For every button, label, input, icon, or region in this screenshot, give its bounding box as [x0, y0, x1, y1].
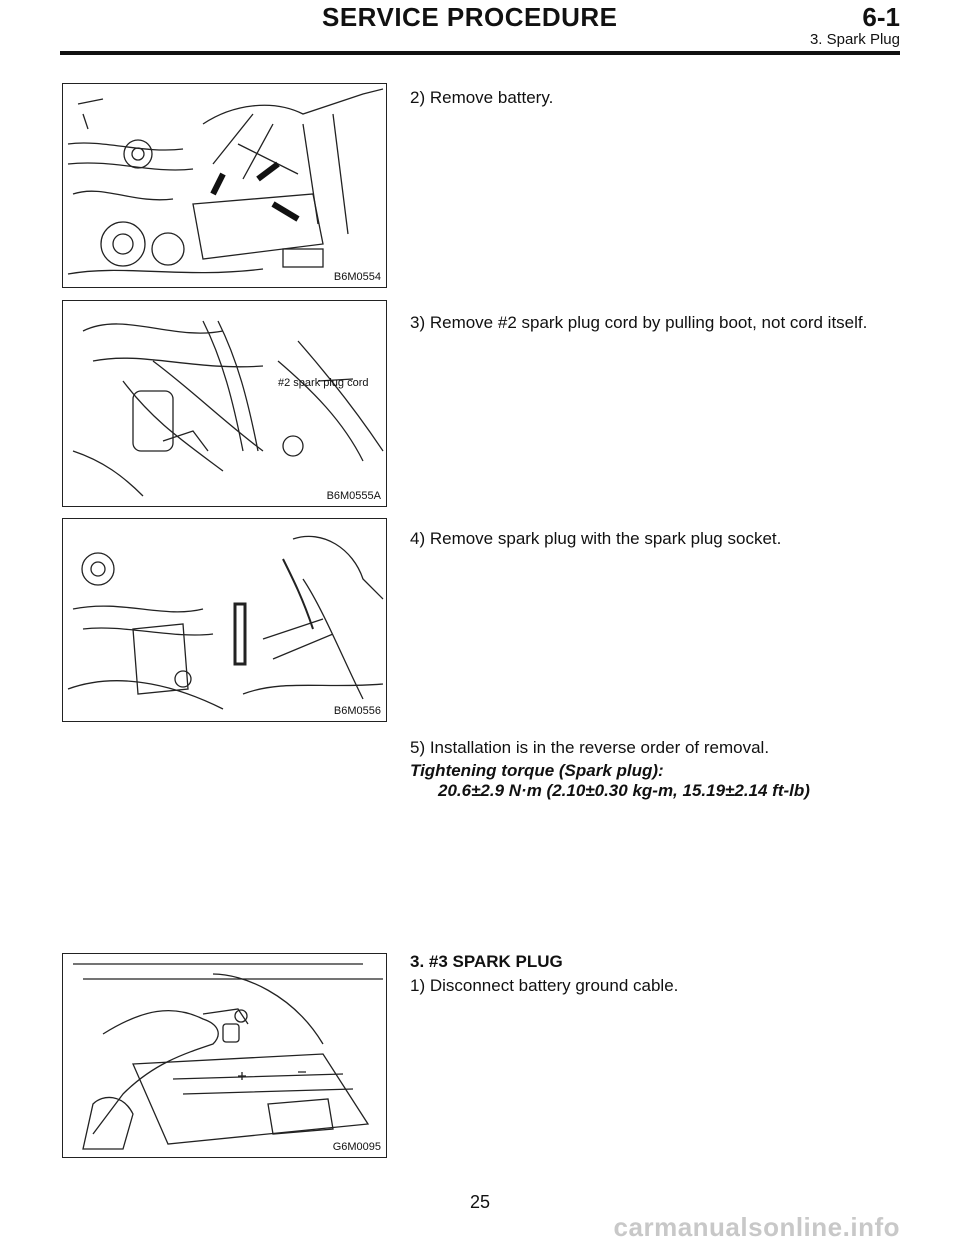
figure-code: B6M0554: [333, 271, 381, 283]
figure-code: B6M0555A: [326, 490, 381, 502]
spark-plug-cord-illustration: [63, 301, 387, 507]
watermark: carmanualsonline.info: [613, 1212, 900, 1242]
figure-battery-ground-cable: [62, 953, 387, 1158]
battery-removal-illustration: [63, 84, 387, 288]
battery-ground-cable-illustration: [63, 954, 387, 1158]
torque-value: 20.6±2.9 N·m (2.10±0.30 kg-m, 15.19±2.14 ft-lb): [438, 781, 810, 800]
section-3-heading: 3. #3 SPARK PLUG: [410, 952, 563, 971]
spark-plug-socket-illustration: [63, 519, 387, 722]
step-5: 5) Installation is in the reverse order of removal.: [410, 738, 770, 757]
step-2: 2) Remove battery.: [410, 88, 554, 107]
step-4: 4) Remove spark plug with the spark plug socket.: [410, 529, 782, 548]
figure-code: B6M0556: [333, 705, 381, 717]
figure-code: G6M0095: [332, 1141, 381, 1153]
header-rule: [60, 51, 900, 55]
torque-label: Tightening torque (Spark plug):: [410, 761, 664, 780]
page-number: 25: [469, 1192, 491, 1212]
figure-spark-plug-socket: [62, 518, 387, 722]
page-title: SERVICE PROCEDURE: [322, 2, 618, 32]
step-3: 3) Remove #2 spark plug cord by pulling boot, not cord itself.: [410, 313, 868, 332]
section-3-step-1: 1) Disconnect battery ground cable.: [410, 976, 679, 995]
figure-remove-battery: [62, 83, 387, 288]
chapter-number: 6-1: [862, 2, 900, 32]
section-subtitle: 3. Spark Plug: [809, 31, 900, 48]
figure-callout: #2 spark plug cord: [278, 377, 369, 389]
figure-spark-plug-cord: [62, 300, 387, 507]
